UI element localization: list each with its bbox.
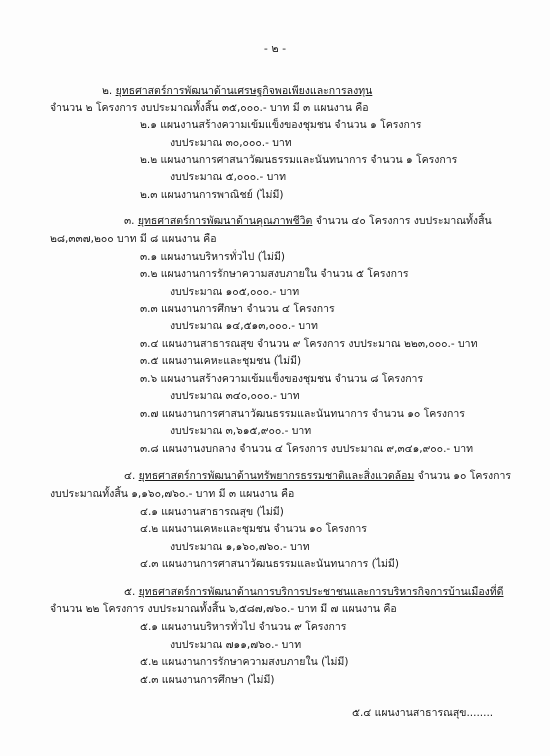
- section-3-item: งบประมาณ ๓๔๐,๐๐๐.- บาท: [170, 390, 300, 402]
- section-4-item: งบประมาณ ๑,๑๖๐,๗๖๐.- บาท: [170, 541, 310, 553]
- section-4-heading: [124, 469, 511, 483]
- section-5-item: งบประมาณ ๗๑๑,๗๖๐.- บาท: [170, 639, 302, 651]
- section-2-item: งบประมาณ ๓๐,๐๐๐.- บาท: [170, 137, 292, 149]
- section-4-title: ยุทธศาสตร์การพัฒนาด้านทรัพยากรธรรมชาติและสิ่งแวดล้อม: [138, 470, 415, 482]
- section-4-item: ๔.๑ แผนงานสาธารณสุข (ไม่มี): [140, 506, 284, 518]
- section-2-item: งบประมาณ ๕,๐๐๐.- บาท: [170, 171, 287, 183]
- section-3-item: ๓.๖ แผนงานสร้างความเข้มแข็งของชุมชน จำนวน ๘ โครงการ: [140, 373, 424, 385]
- section-3-title-rest: จำนวน ๔๐ โครงการ งบประมาณทั้งสิ้น: [312, 215, 492, 227]
- section-5-item: ๕.๒ แผนงานการรักษาความสงบภายใน (ไม่มี): [140, 656, 349, 668]
- section-2-item: ๒.๑ แผนงานสร้างความเข้มแข็งของชุมชน จำนวน ๑ โครงการ: [140, 119, 422, 131]
- section-5-number: ๕.: [124, 586, 136, 598]
- section-3-item: ๓.๕ แผนงานเคหะและชุมชน (ไม่มี): [140, 355, 302, 367]
- section-2-item: ๒.๒ แผนงานการศาสนาวัฒนธรรมและนันทนาการ จำนวน ๑ โครงการ: [140, 154, 458, 166]
- section-2-summary: จำนวน ๒ โครงการ งบประมาณทั้งสิ้น ๓๕,๐๐๐.- บาท มี ๓ แผนงาน คือ: [50, 102, 369, 114]
- section-3-item: ๓.๔ แผนงานสาธารณสุข จำนวน ๙ โครงการ งบประมาณ ๒๒๓,๐๐๐.- บาท: [140, 338, 478, 350]
- section-3-item: ๓.๓ แผนงานการศึกษา จำนวน ๔ โครงการ: [140, 303, 335, 315]
- section-3-item: งบประมาณ ๓,๖๑๕,๙๐๐.- บาท: [170, 425, 312, 437]
- section-3-number: ๓.: [124, 215, 135, 227]
- section-2-number: ๒.: [102, 85, 113, 97]
- section-5-item: ๕.๓ แผนงานการศึกษา (ไม่มี): [140, 674, 275, 686]
- section-2-item: ๒.๓ แผนงานการพาณิชย์ (ไม่มี): [140, 189, 284, 201]
- section-4-item: ๔.๓ แผนงานการศาสนาวัฒนธรรมและนันทนาการ (ไม่มี): [140, 558, 399, 570]
- page-number: - ๒ -: [263, 42, 287, 55]
- section-5-item: ๕.๑ แผนงานบริหารทั่วไป จำนวน ๙ โครงการ: [140, 621, 347, 633]
- section-3-item: งบประมาณ ๑๐๕,๐๐๐.- บาท: [170, 286, 300, 298]
- continuation-note: ๕.๔ แผนงานสาธารณสุข........: [352, 707, 494, 719]
- section-4-item: ๔.๒ แผนงานเคหะและชุมชน จำนวน ๑๐ โครงการ: [140, 523, 367, 535]
- section-3-item: ๓.๘ แผนงานงบกลาง จำนวน ๔ โครงการ งบประมาณ ๙,๓๔๑,๙๐๐.- บาท: [140, 443, 474, 455]
- section-5-title: ยุทธศาสตร์การพัฒนาด้านการบริการประชาชนและการบริหารกิจการบ้านเมืองที่ดี: [138, 586, 504, 598]
- section-3-item: งบประมาณ ๑๔,๕๑๓,๐๐๐.- บาท: [170, 320, 318, 332]
- section-4-summary: งบประมาณทั้งสิ้น ๑,๑๖๐,๗๖๐.- บาท มี ๓ แผนงาน คือ: [50, 488, 295, 500]
- section-3-summary: ๒๘,๓๓๗,๒๐๐ บาท มี ๘ แผนงาน คือ: [50, 233, 217, 245]
- section-5-heading: [124, 585, 504, 599]
- section-3-title: ยุทธศาสตร์การพัฒนาด้านคุณภาพชีวิต: [137, 215, 313, 227]
- section-3-item: ๓.๗ แผนงานการศาสนาวัฒนธรรมและนันทนาการ จำนวน ๑๐ โครงการ: [140, 408, 465, 420]
- section-5-summary: จำนวน ๒๒ โครงการ งบประมาณทั้งสิ้น ๖,๕๘๗,๗๖๐.- บาท มี ๗ แผนงาน คือ: [50, 603, 397, 615]
- section-4-title-rest: จำนวน ๑๐ โครงการ: [414, 470, 512, 482]
- section-3-heading: [124, 214, 492, 228]
- section-3-item: ๓.๑ แผนงานบริหารทั่วไป (ไม่มี): [140, 251, 285, 263]
- section-3-item: ๓.๒ แผนงานการรักษาความสงบภายใน จำนวน ๕ โครงการ: [140, 268, 409, 280]
- section-2-heading: [102, 84, 372, 98]
- section-4-number: ๔.: [124, 470, 136, 482]
- section-2-title: ยุทธศาสตร์การพัฒนาด้านเศรษฐกิจพอเพียงและการลงทุน: [115, 85, 373, 97]
